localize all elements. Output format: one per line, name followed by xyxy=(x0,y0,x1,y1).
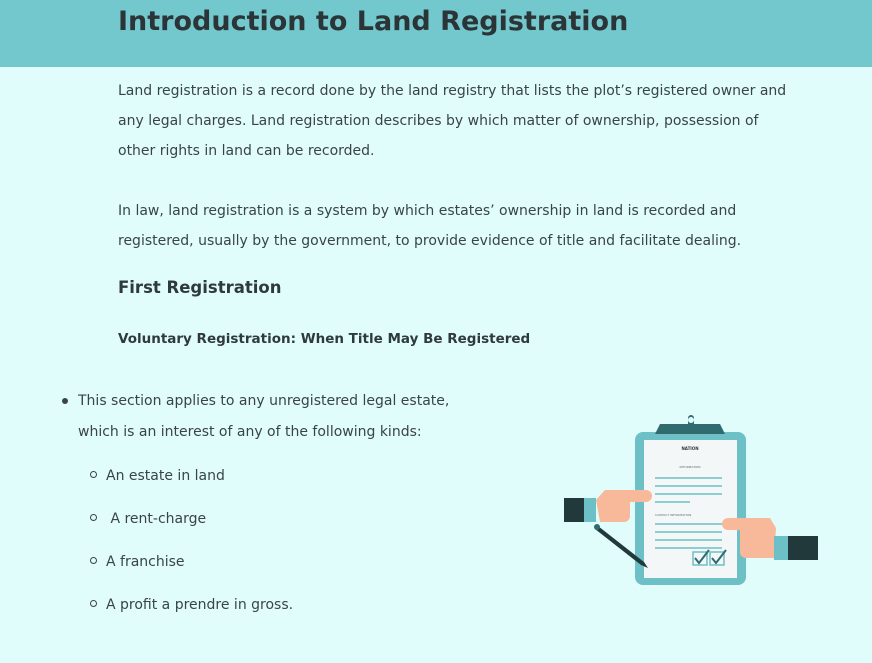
right-sleeve-cuff xyxy=(788,536,818,560)
clipboard-signing-illustration xyxy=(560,412,820,592)
sub-list-item-label: A franchise xyxy=(106,554,185,570)
sub-list-item xyxy=(90,468,225,488)
right-sleeve-stripe xyxy=(774,536,788,560)
bullet-disc-icon xyxy=(62,398,68,404)
intro-paragraph-2: In law, land registration is a system by which estates’ ownership in land is recorded and registered, usually by the government, to provide evidence of title and facilitate dealing. xyxy=(118,203,742,249)
intro-paragraph-1: Land registration is a record done by the land registry that lists the plot’s registered owner and any legal charges. Land registration describes by which matter of ownership, possession of other rights in land can be recorded. xyxy=(118,83,787,159)
sub-list-item xyxy=(90,554,185,574)
left-sleeve-stripe xyxy=(584,498,596,522)
form-title: NATION xyxy=(681,446,699,451)
circle-bullet-icon xyxy=(90,600,97,607)
pen-cap xyxy=(594,524,600,530)
page-title: Introduction to Land Registration xyxy=(118,6,629,37)
sub-list-item-label: A profit a prendre in gross. xyxy=(106,597,294,613)
section-heading-first-registration: First Registration xyxy=(118,278,282,297)
circle-bullet-icon xyxy=(90,514,97,521)
sub-list-item-label: An estate in land xyxy=(106,468,225,484)
sub-list-item xyxy=(90,511,206,531)
circle-bullet-icon xyxy=(90,471,97,478)
subsection-heading-voluntary-registration: Voluntary Registration: When Title May Be Registered xyxy=(118,331,531,347)
form-section-2: CONTACT INFORMATION xyxy=(655,513,692,517)
sub-list-item-label: A rent-charge xyxy=(106,511,207,527)
sub-list-item xyxy=(90,597,293,617)
circle-bullet-icon xyxy=(90,557,97,564)
bullet-item-main: This section applies to any unregistered legal estate, which is an interest of any of the following kinds: xyxy=(78,393,450,440)
clip-hole xyxy=(688,417,694,423)
document-paper xyxy=(644,440,737,578)
page-header xyxy=(0,0,872,67)
form-section-1: INFORMATION xyxy=(679,465,701,469)
